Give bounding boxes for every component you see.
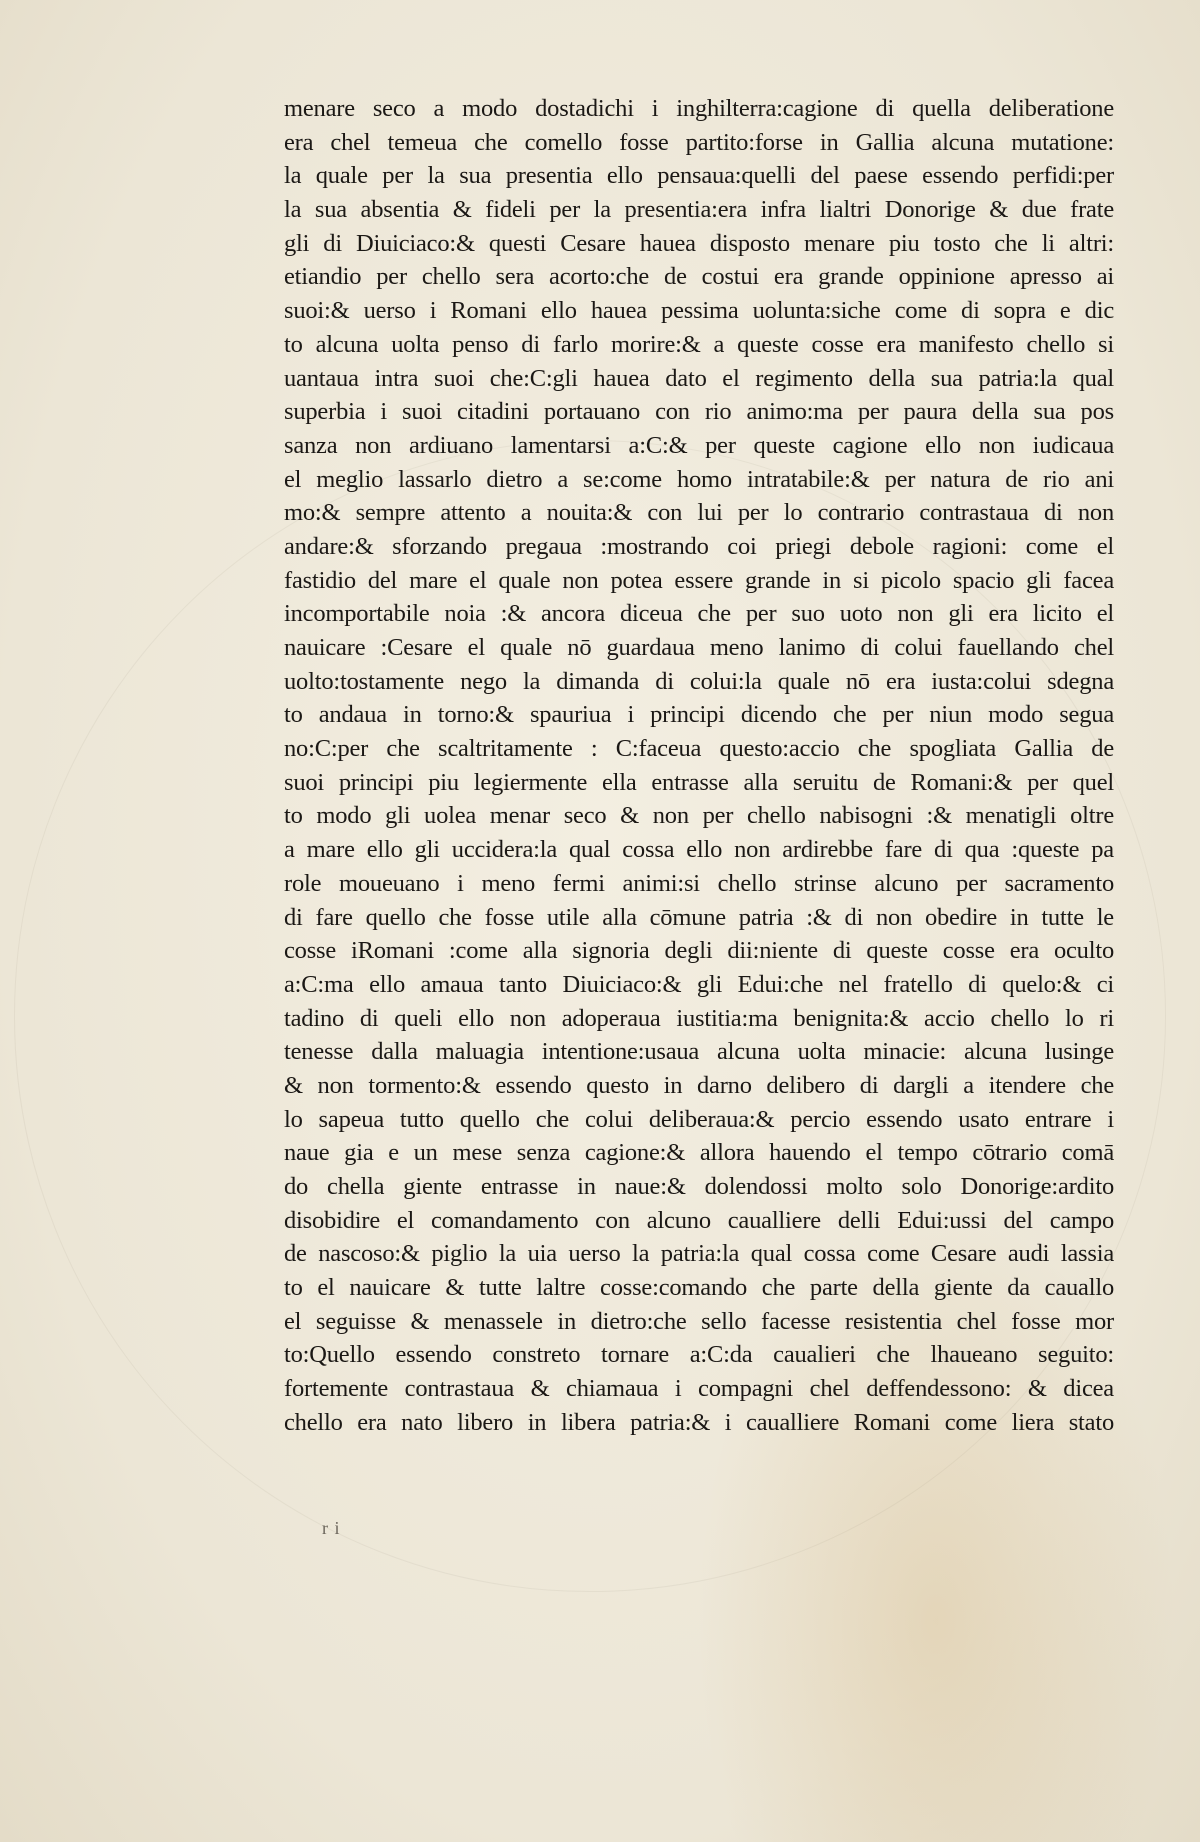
text-line: etiandio per chello sera acorto:che de costui era grande oppinione apresso ai [284, 263, 1114, 291]
text-line: tenesse dalla maluagia intentione:usaua alcuna uolta minacie: alcuna lusinge [284, 1038, 1114, 1066]
text-line: la sua absentia & fideli per la presentia:era infra lialtri Donorige & due frate [284, 196, 1114, 224]
text-line: a mare ello gli uccidera:la qual cossa ello non ardirebbe fare di qua :queste pa [284, 836, 1114, 864]
text-line: to:Quello essendo constreto tornare a:C:da caualieri che lhaueano seguito: [284, 1341, 1114, 1369]
text-line: disobidire el comandamento con alcuno caualliere delli Edui:ussi del campo [284, 1206, 1114, 1234]
text-line: el seguisse & menassele in dietro:che sello facesse resistentia chel fosse mor [284, 1307, 1114, 1335]
text-line: tadino di queli ello non adoperaua iustitia:ma benignita:& accio chello lo ri [284, 1004, 1114, 1032]
text-line: naue gia e un mese senza cagione:& allora hauendo el tempo cōtrario comā [284, 1139, 1114, 1167]
text-line: to el nauicare & tutte laltre cosse:comando che parte della giente da cauallo [284, 1274, 1114, 1302]
text-line: cosse iRomani :come alla signoria degli dii:niente di queste cosse era oculto [284, 937, 1114, 965]
text-line: & non tormento:& essendo questo in darno delibero di dargli a itendere che [284, 1071, 1114, 1099]
text-line: la quale per la sua presentia ello pensaua:quelli del paese essendo perfidi:per [284, 162, 1114, 190]
text-line: mo:& sempre attento a nouita:& con lui per lo contrario contrastaua di non [284, 499, 1114, 527]
text-line: uantaua intra suoi che:C:gli hauea dato el regimento della sua patria:la qual [284, 364, 1114, 392]
text-line: to alcuna uolta penso di farlo morire:& a queste cosse era manifesto chello si [284, 330, 1114, 358]
text-line: do chella giente entrasse in naue:& dolendossi molto solo Donorige:ardito [284, 1173, 1114, 1200]
text-line: el meglio lassarlo dietro a se:come homo intratabile:& per natura de rio ani [284, 465, 1114, 493]
text-line: to modo gli uolea menar seco & non per chello nabisogni :& menatigli oltre [284, 802, 1114, 830]
text-line: a:C:ma ello amaua tanto Diuiciaco:& gli Edui:che nel fratello di quelo:& ci [284, 970, 1114, 998]
text-line: role moueuano i meno fermi animi:si chello strinse alcuno per sacramento [284, 869, 1114, 897]
text-line: to andaua in torno:& spauriua i principi dicendo che per niun modo segua [284, 701, 1114, 729]
text-line: nauicare :Cesare el quale nō guardaua meno lanimo di colui fauellando chel [284, 634, 1114, 661]
text-line: sanza non ardiuano lamentarsi a:C:& per queste cagione ello non iudicaua [284, 431, 1114, 459]
text-line: chello era nato libero in libera patria:& i caualliere Romani come liera stato [284, 1408, 1114, 1436]
text-line: suoi:& uerso i Romani ello hauea pessima uolunta:siche come di sopra e dic [284, 297, 1114, 325]
text-line: superbia i suoi citadini portauano con rio animo:ma per paura della sua pos [284, 398, 1114, 426]
text-line: uolto:tostamente nego la dimanda di colui:la quale nō era iusta:colui sdegna [284, 667, 1114, 695]
text-line: era chel temeua che comello fosse partito:forse in Gallia alcuna mutatione: [284, 128, 1114, 156]
text-line: fastidio del mare el quale non potea essere grande in si picolo spacio gli facea [284, 566, 1114, 594]
text-line: suoi principi piu legiermente ella entrasse alla seruitu de Romani:& per quel [284, 768, 1114, 796]
text-line: menare seco a modo dostadichi i inghilterra:cagione di quella deliberatione [284, 95, 1114, 122]
page-mark: r i [322, 1518, 341, 1538]
text-line: incomportabile noia :& ancora diceua che per suo uoto non gli era licito el [284, 600, 1114, 628]
text-line: andare:& sforzando pregaua :mostrando coi priegi debole ragioni: come el [284, 532, 1114, 560]
text-line: fortemente contrastaua & chiamaua i compagni chel deffendessono: & dicea [284, 1375, 1114, 1403]
text-line: de nascoso:& piglio la uia uerso la patria:la qual cossa come Cesare audi lassia [284, 1240, 1114, 1268]
text-block [284, 92, 1114, 1440]
text-line: gli di Diuiciaco:& questi Cesare hauea disposto menare piu tosto che li altri: [284, 229, 1114, 257]
text-line: di fare quello che fosse utile alla cōmune patria :& di non obedire in tutte le [284, 903, 1114, 931]
text-line: no:C:per che scaltritamente : C:faceua questo:accio che spogliata Gallia de [284, 735, 1114, 763]
text-line: lo sapeua tutto quello che colui deliberaua:& percio essendo usato entrare i [284, 1105, 1114, 1133]
